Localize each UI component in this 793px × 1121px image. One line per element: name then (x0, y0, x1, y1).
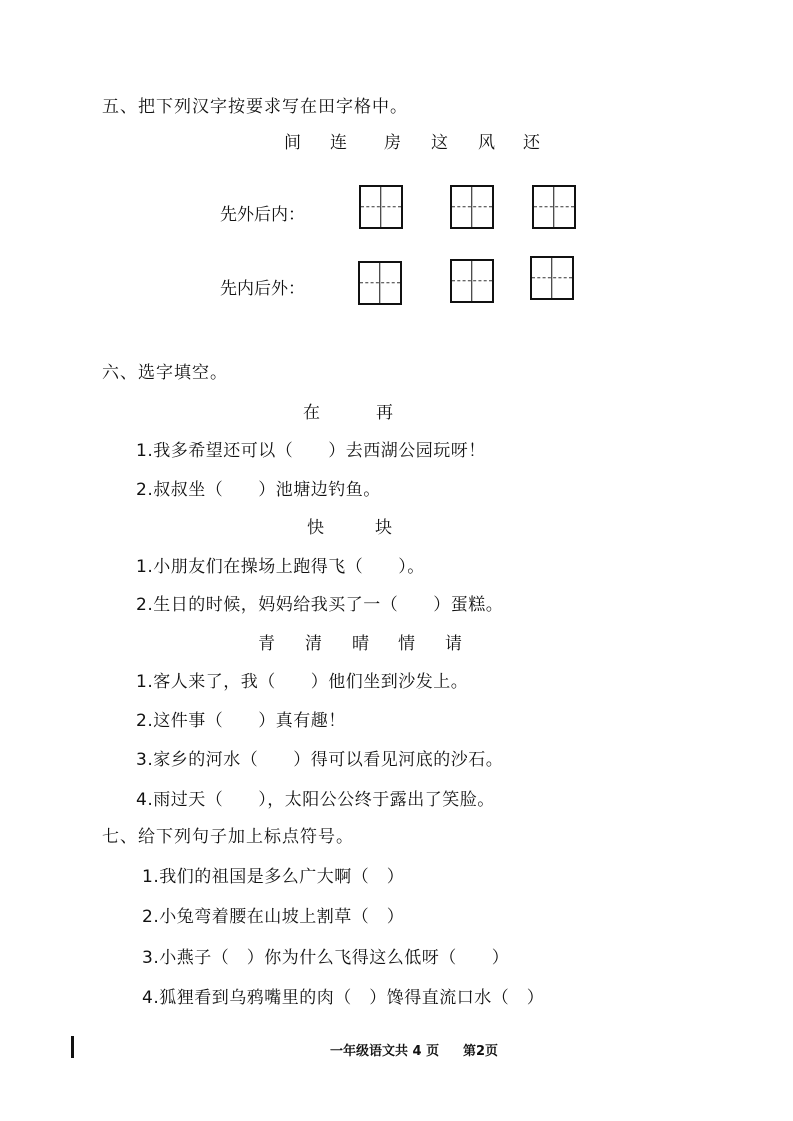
tianzige-grid[interactable] (532, 185, 576, 229)
row1-label: 先外后内： (220, 205, 305, 225)
char-item: 块 (375, 518, 392, 538)
row2-label: 先内后外： (220, 279, 305, 299)
fill-item: 4.雨过天（ ），太阳公公终于露出了笑脸。 (136, 790, 495, 810)
footer-total-pages: 一年级语文共 4 页 (330, 1044, 440, 1059)
section5-heading: 五、把下列汉字按要求写在田字格中。 (102, 97, 408, 117)
tianzige-grid[interactable] (530, 256, 574, 300)
char-item: 还 (523, 133, 540, 153)
char-item: 间 (284, 133, 301, 153)
tianzige-grid[interactable] (359, 185, 403, 229)
tianzige-grid[interactable] (450, 259, 494, 303)
punct-item: 3.小燕子（ ）你为什么飞得这么低呀（ ） (142, 948, 510, 968)
char-item: 连 (330, 133, 347, 153)
punct-item: 2.小兔弯着腰在山坡上割草（ ） (142, 907, 405, 927)
punct-item: 4.狐狸看到乌鸦嘴里的肉（ ）馋得直流口水（ ） (142, 988, 545, 1008)
fill-item: 1.小朋友们在操场上跑得飞（ ）。 (136, 557, 425, 577)
char-item: 在 (303, 403, 320, 423)
margin-mark (71, 1036, 74, 1058)
punct-item: 1.我们的祖国是多么广大啊（ ） (142, 867, 405, 887)
char-item: 请 (445, 634, 462, 654)
char-item: 快 (307, 518, 324, 538)
fill-item: 1.客人来了，我（ ）他们坐到沙发上。 (136, 672, 469, 692)
fill-item: 2.叔叔坐（ ）池塘边钓鱼。 (136, 480, 381, 500)
char-item: 风 (478, 133, 495, 153)
fill-item: 2.生日的时候，妈妈给我买了一（ ）蛋糕。 (136, 595, 504, 615)
fill-item: 3.家乡的河水（ ）得可以看见河底的沙石。 (136, 750, 504, 770)
char-item: 再 (376, 403, 393, 423)
fill-item: 2.这件事（ ）真有趣！ (136, 711, 346, 731)
section7-heading: 七、给下列句子加上标点符号。 (102, 827, 354, 847)
section6-heading: 六、选字填空。 (102, 363, 228, 383)
fill-item: 1.我多希望还可以（ ）去西湖公园玩呀！ (136, 441, 486, 461)
footer-page-number: 第2页 (463, 1044, 499, 1059)
tianzige-grid[interactable] (450, 185, 494, 229)
char-item: 这 (431, 133, 448, 153)
tianzige-grid[interactable] (358, 261, 402, 305)
char-item: 房 (384, 133, 401, 153)
char-item: 清 (305, 634, 322, 654)
char-item: 晴 (352, 634, 369, 654)
char-item: 情 (398, 634, 415, 654)
char-item: 青 (258, 634, 275, 654)
